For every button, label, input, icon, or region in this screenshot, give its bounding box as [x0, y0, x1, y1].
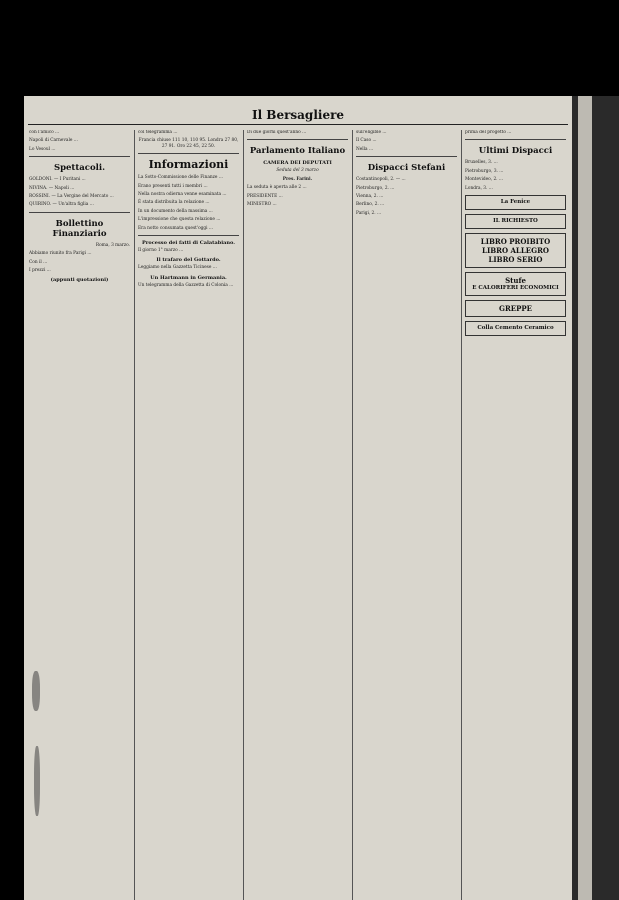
article-heading: Un Hartmann in Germania. — [150, 274, 227, 281]
section-heading: Spettacoli. — [53, 163, 106, 174]
advertisement — [465, 272, 566, 296]
dispatch-text: Costantinopoli, 2. — ... — [356, 177, 406, 183]
ad-title: LIBRO PROIBITO — [480, 237, 551, 247]
article-text: Con il ... — [29, 259, 48, 265]
dateline: Seduta del 3 marzo — [276, 168, 319, 174]
section-heading: Bollettino Finanziario — [52, 218, 107, 239]
dispatch-text: Vienna, 2. ... — [356, 194, 384, 200]
listing-text: GOLDONI. — I Puritani ... — [29, 177, 86, 183]
article-text: L'impressione che questa relazione ... — [138, 217, 221, 223]
subheading: (appunti quotazioni) — [50, 277, 109, 284]
article-text: Il Caso ... — [356, 138, 377, 144]
column-5 — [465, 130, 566, 900]
article-text: con l'amico ... — [29, 130, 60, 135]
column-2 — [138, 130, 239, 900]
advertisement — [465, 321, 566, 336]
dispatch-text: Montevideo, 2. ... — [465, 177, 504, 183]
section-heading: Informazioni — [148, 158, 229, 172]
article-text: La Sotto-Commissione delle Finanze ... — [138, 175, 223, 181]
article-text: prima del progetto ... — [465, 130, 512, 135]
ad-title: LIBRO SERIO — [488, 255, 543, 265]
column-1 — [29, 130, 130, 900]
ad-title: Colla Cemento Ceramico — [477, 325, 554, 332]
column-4 — [356, 130, 457, 900]
article-text: Di due giorni quest'anno ... — [247, 130, 307, 135]
ad-subtitle: E CALORIFERI ECONOMICI — [472, 285, 559, 292]
article-text: PRESIDENTE ... — [247, 193, 283, 199]
masthead-rule — [28, 124, 568, 125]
ad-title: LIBRO ALLEGRO — [482, 246, 549, 256]
advertisement — [465, 300, 566, 317]
ink-smudge — [32, 671, 40, 711]
article-text: sull'eligible ... — [356, 130, 387, 135]
article-text: Nella nostra odierna venne esaminata ... — [138, 192, 227, 198]
column-3 — [247, 130, 348, 900]
advertisement — [465, 233, 566, 268]
advertisement — [465, 214, 566, 229]
column-divider — [352, 130, 353, 900]
article-text: col telegramma ... — [138, 130, 178, 135]
section-heading: Ultimi Dispacci — [478, 146, 553, 157]
masthead: Il Bersagliere — [251, 108, 345, 122]
article-text: Napoli di Carnevale ... — [29, 138, 78, 144]
ink-smudge — [34, 746, 40, 816]
section-heading: Dispacci Stefani — [367, 163, 446, 174]
column-divider — [461, 130, 462, 900]
article-text: Erano presenti tutti i membri ... — [138, 183, 208, 189]
dispatch-text: Berlino, 2. ... — [356, 202, 385, 208]
article-text: MINISTRO ... — [247, 202, 277, 208]
dispatch-text: Pietroburgo, 2. ... — [356, 185, 395, 191]
column-divider — [243, 130, 244, 900]
ad-title: GREPPE — [499, 304, 532, 314]
article-text: Lo Vesoul ... — [29, 146, 56, 152]
quotes-text: Francia chiuse 111 10, 110 95. Londra 27 80, 27 91. Oro 22 45, 22 50. — [138, 138, 239, 149]
dispatch-text: Parigi, 2. ... — [356, 210, 382, 216]
article-text: È stata distribuita la relazione ... — [138, 200, 210, 206]
article-heading: Il trafaro del Gottardo. — [156, 257, 221, 264]
listing-text: ROSSINI. — La Vergine del Mercato ... — [29, 194, 114, 200]
column-divider — [134, 130, 135, 900]
dispatch-text: Pietroburgo, 3. ... — [465, 168, 504, 174]
article-heading: Processo dei fatti di Calatabiano. — [142, 240, 235, 247]
ad-title: La Fenice — [500, 199, 531, 206]
listing-text: QUIRINO. — Un'altra figlia ... — [29, 202, 94, 208]
article-text: Era notto consumata quest'oggi ... — [138, 225, 214, 231]
article-text: I prezzi ... — [29, 268, 51, 274]
dateline: Roma, 3 marzo. — [95, 242, 130, 248]
article-text: Il giorno 1° marzo ... — [138, 248, 184, 254]
article-text: Abbiamo riunito fra Parigi ... — [29, 251, 92, 257]
newspaper-page — [24, 96, 572, 900]
subheading: CAMERA DEI DEPUTATI — [263, 160, 332, 167]
section-heading: Parlamento Italiano — [249, 146, 346, 157]
article-text: Un telegramma della Gazzetta di Colonia ... — [138, 282, 234, 288]
article-text: In un documento della massima ... — [138, 208, 213, 214]
article-text: Nella ... — [356, 146, 374, 152]
advertisement — [465, 195, 566, 210]
ad-title: IL RICHIESTO — [493, 218, 538, 225]
dispatch-text: Bruxelles, 3. ... — [465, 160, 498, 166]
dispatch-text: Londra, 3. ... — [465, 185, 493, 191]
ad-title: Stufe — [505, 276, 526, 286]
listing-text: NIVINA. — Napoli ... — [29, 185, 75, 191]
presiding-officer: Pres. Farini. — [282, 176, 313, 182]
article-text: La seduta è aperta alle 2 ... — [247, 185, 307, 191]
adjacent-page-edge — [572, 96, 619, 900]
article-text: Leggiamo nella Gazzetta Ticinese ... — [138, 265, 217, 271]
